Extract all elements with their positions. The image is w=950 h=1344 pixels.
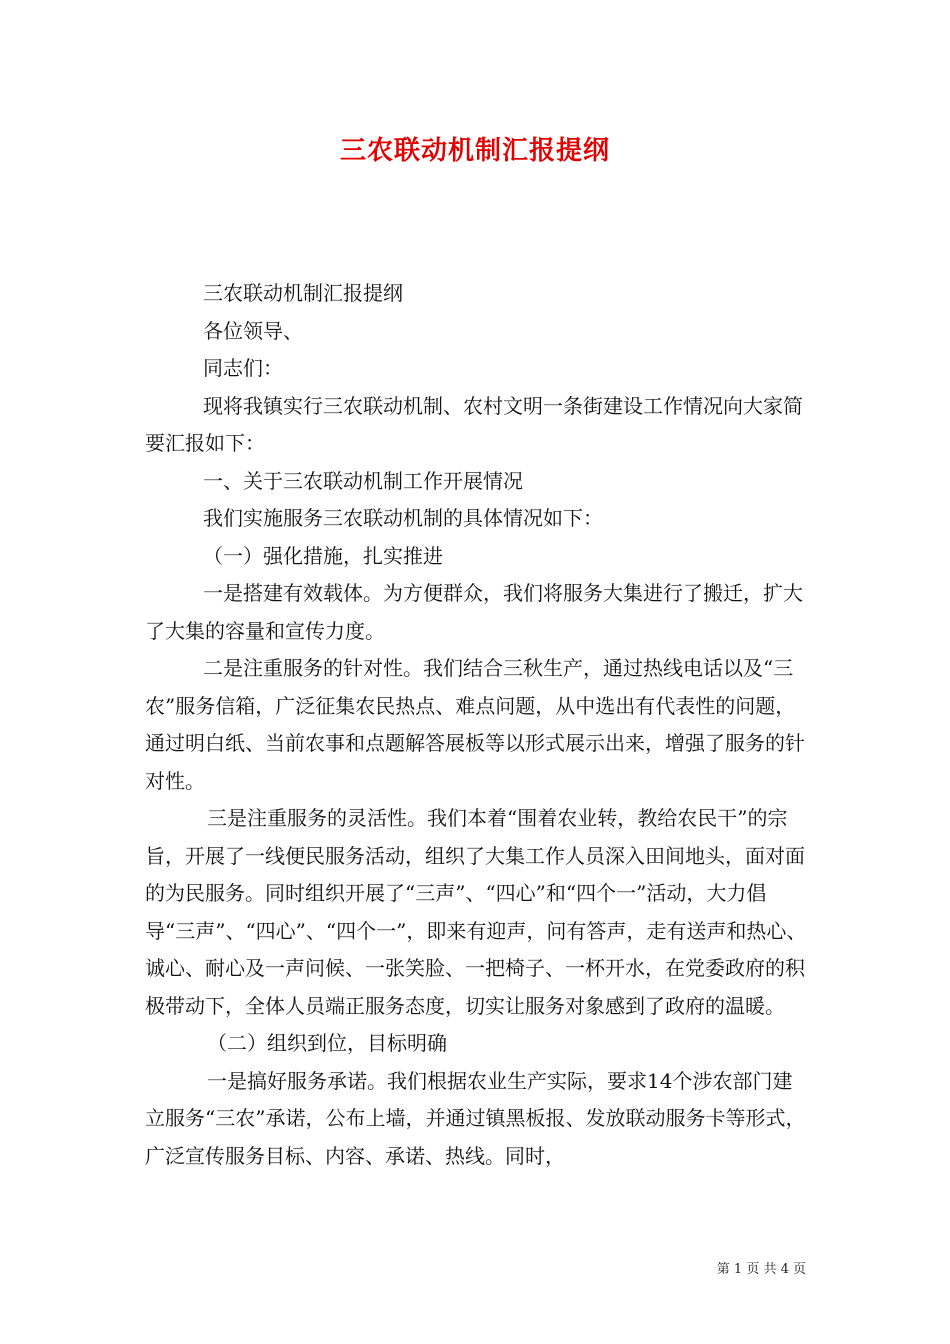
paragraph: 一是搭建有效载体。为方便群众，我们将服务大集进行了搬迁，扩大了大集的容量和宣传力度。 xyxy=(145,581,803,643)
paragraph: 现将我镇实行三农联动机制、农村文明一条街建设工作情况向大家简要汇报如下： xyxy=(145,393,803,455)
paragraph: 三是注重服务的灵活性。我们本着“围着农业转，教给农民干”的宗旨，开展了一线便民服务活动，组织了大集工作人员深入田间地头，面对面的为民服务。同时组织开展了“三声”、“四心”和“四个一”活动，大力倡导“三声”、“四心”、“四个一”，即来有迎声，问有答声，走有送声和热心、诚心、耐心及一声问候、一张笑脸、一把椅子、一杯开水，在党委政府的积极带动下，全体人员端正服务态度，切实让服务对象感到了政府的温暖。 xyxy=(145,806,807,1018)
page-number: 第 1 页 共 4 页 xyxy=(716,1262,806,1277)
section-heading: （二）组织到位，目标明确 xyxy=(207,1031,447,1055)
paragraph: 三农联动机制汇报提纲 xyxy=(203,281,403,305)
paragraph: 同志们： xyxy=(203,356,283,380)
paragraph: 一、关于三农联动机制工作开展情况 xyxy=(203,468,523,493)
section-heading: （一）强化措施，扎实推进 xyxy=(203,543,443,568)
paragraph: 我们实施服务三农联动机制的具体情况如下： xyxy=(203,506,603,530)
document-body xyxy=(145,275,810,1175)
paragraph: 二是注重服务的针对性。我们结合三秋生产，通过热线电话以及“三农”服务信箱，广泛征集农民热点、难点问题，从中选出有代表性的问题，通过明白纸、当前农事和点题解答展板等以形式展示出来，增强了服务的针对性。 xyxy=(145,656,805,793)
document-title: 三农联动机制汇报提纲 xyxy=(339,136,610,166)
paragraph: 一是搞好服务承诺。我们根据农业生产实际，要求14个涉农部门建立服务“三农”承诺，公布上墙，并通过镇黑板报、发放联动服务卡等形式，广泛宣传服务目标、内容、承诺、热线。同时， xyxy=(145,1068,806,1168)
paragraph: 各位领导、 xyxy=(203,318,303,343)
